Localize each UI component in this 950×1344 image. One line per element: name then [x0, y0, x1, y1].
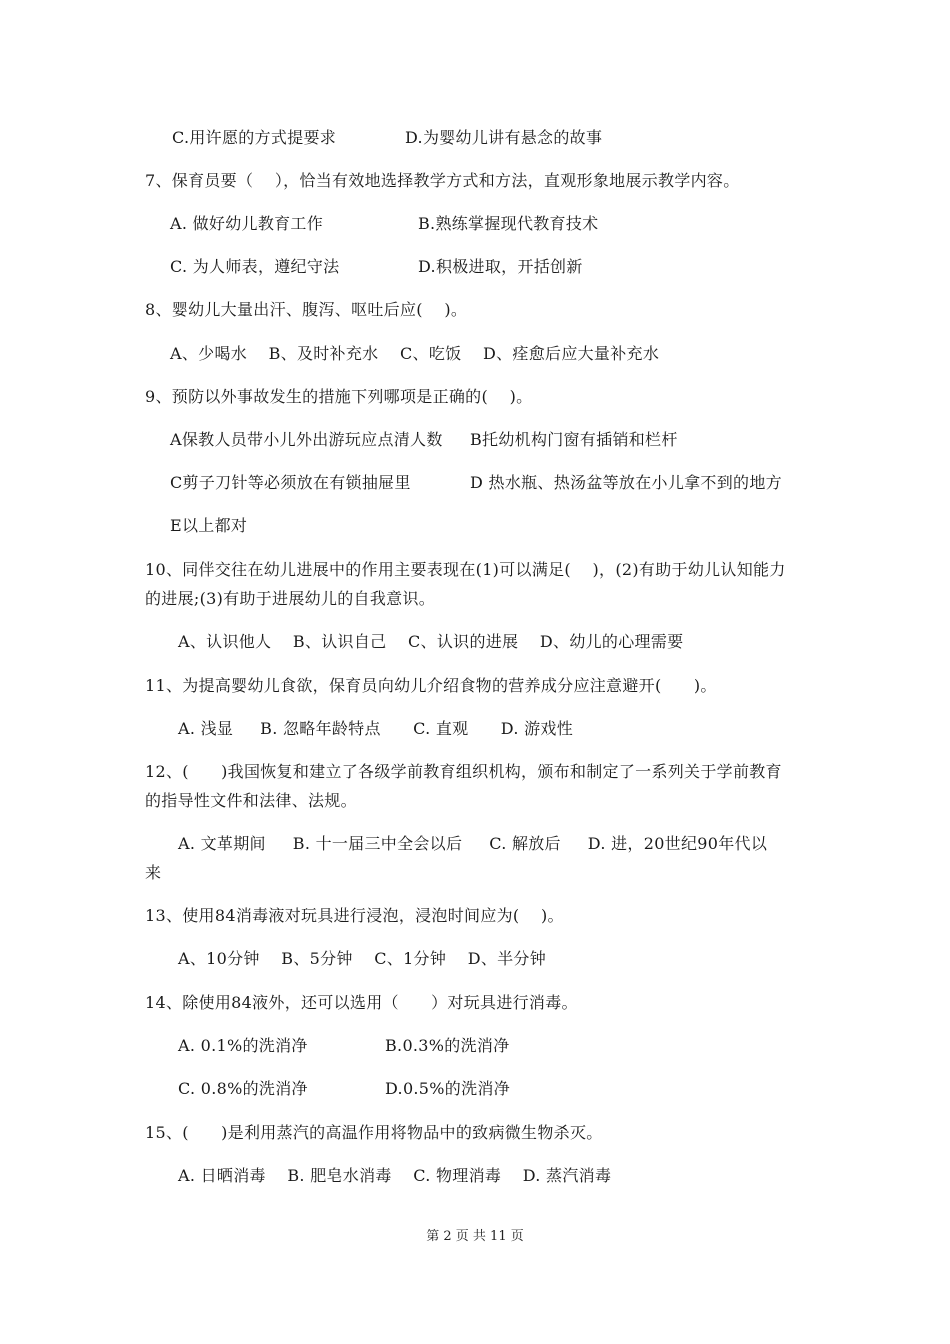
q11-stem: 11、为提高婴幼儿食欲，保育员向幼儿介绍食物的营养成分应注意避开( )。	[145, 676, 717, 695]
q13-stem: 13、使用84消毒液对玩具进行浸泡，浸泡时间应为( )。	[145, 906, 564, 925]
q7-option-c: C. 为人师表，遵纪守法	[170, 257, 340, 276]
q14-option-d: D.0.5%的洗消净	[385, 1079, 510, 1098]
page-number-footer: 第 2 页 共 11 页	[426, 1229, 524, 1244]
q7-option-b: B.熟练掌握现代教育技术	[418, 214, 599, 233]
q9-option-c: C剪子刀针等必须放在有锁抽屉里	[170, 473, 411, 492]
q15-options: A. 日晒消毒 B. 肥皂水消毒 C. 物理消毒 D. 蒸汽消毒	[178, 1166, 612, 1185]
q10-options: A、认识他人 B、认识自己 C、认识的进展 D、幼儿的心理需要	[178, 632, 684, 651]
q12-options-wrap: 来	[145, 863, 162, 882]
q13-options: A、10分钟 B、5分钟 C、1分钟 D、半分钟	[178, 949, 547, 968]
q9-option-b: B托幼机构门窗有插销和栏杆	[470, 430, 678, 449]
q11-options: A. 浅显 B. 忽略年龄特点 C. 直观 D. 游戏性	[178, 719, 573, 738]
q14-option-b: B.0.3%的洗消净	[385, 1036, 510, 1055]
q12-stem-line1: 12、( )我国恢复和建立了各级学前教育组织机构，颁布和制定了一系列关于学前教育	[145, 762, 782, 781]
q12-options: A. 文革期间 B. 十一届三中全会以后 C. 解放后 D. 进，20世纪90年代以	[178, 834, 768, 853]
q10-stem-line2: 的进展;(3)有助于进展幼儿的自我意识。	[145, 589, 436, 608]
q14-option-c: C. 0.8%的洗消净	[178, 1079, 308, 1098]
q8-stem: 8、婴幼儿大量出汗、腹泻、呕吐后应( )。	[145, 300, 468, 319]
q10-stem-line1: 10、同伴交往在幼儿进展中的作用主要表现在(1)可以满足( )，(2)有助于幼儿认知能力	[145, 560, 786, 579]
q15-stem: 15、( )是利用蒸汽的高温作用将物品中的致病微生物杀灭。	[145, 1123, 603, 1142]
q8-options: A、少喝水 B、及时补充水 C、吃饭 D、痊愈后应大量补充水	[170, 344, 660, 363]
q9-stem: 9、预防以外事故发生的措施下列哪项是正确的( )。	[145, 387, 533, 406]
q14-stem: 14、除使用84液外，还可以选用（ ）对玩具进行消毒。	[145, 993, 578, 1012]
q6-option-d: D.为婴幼儿讲有悬念的故事	[405, 128, 603, 147]
q12-stem-line2: 的指导性文件和法律、法规。	[145, 791, 357, 810]
q9-option-e: E以上都对	[170, 516, 248, 535]
q14-option-a: A. 0.1%的洗消净	[178, 1036, 308, 1055]
q7-option-a: A. 做好幼儿教育工作	[170, 214, 324, 233]
q9-option-d: D 热水瓶、热汤盆等放在小儿拿不到的地方	[470, 473, 782, 492]
q9-option-a: A保教人员带小儿外出游玩应点清人数	[170, 430, 443, 449]
q7-stem: 7、保育员要（ ），恰当有效地选择教学方式和方法，直观形象地展示教学内容。	[145, 171, 740, 190]
q6-option-c: C.用许愿的方式提要求	[172, 128, 337, 147]
q7-option-d: D.积极进取，开括创新	[418, 257, 583, 276]
